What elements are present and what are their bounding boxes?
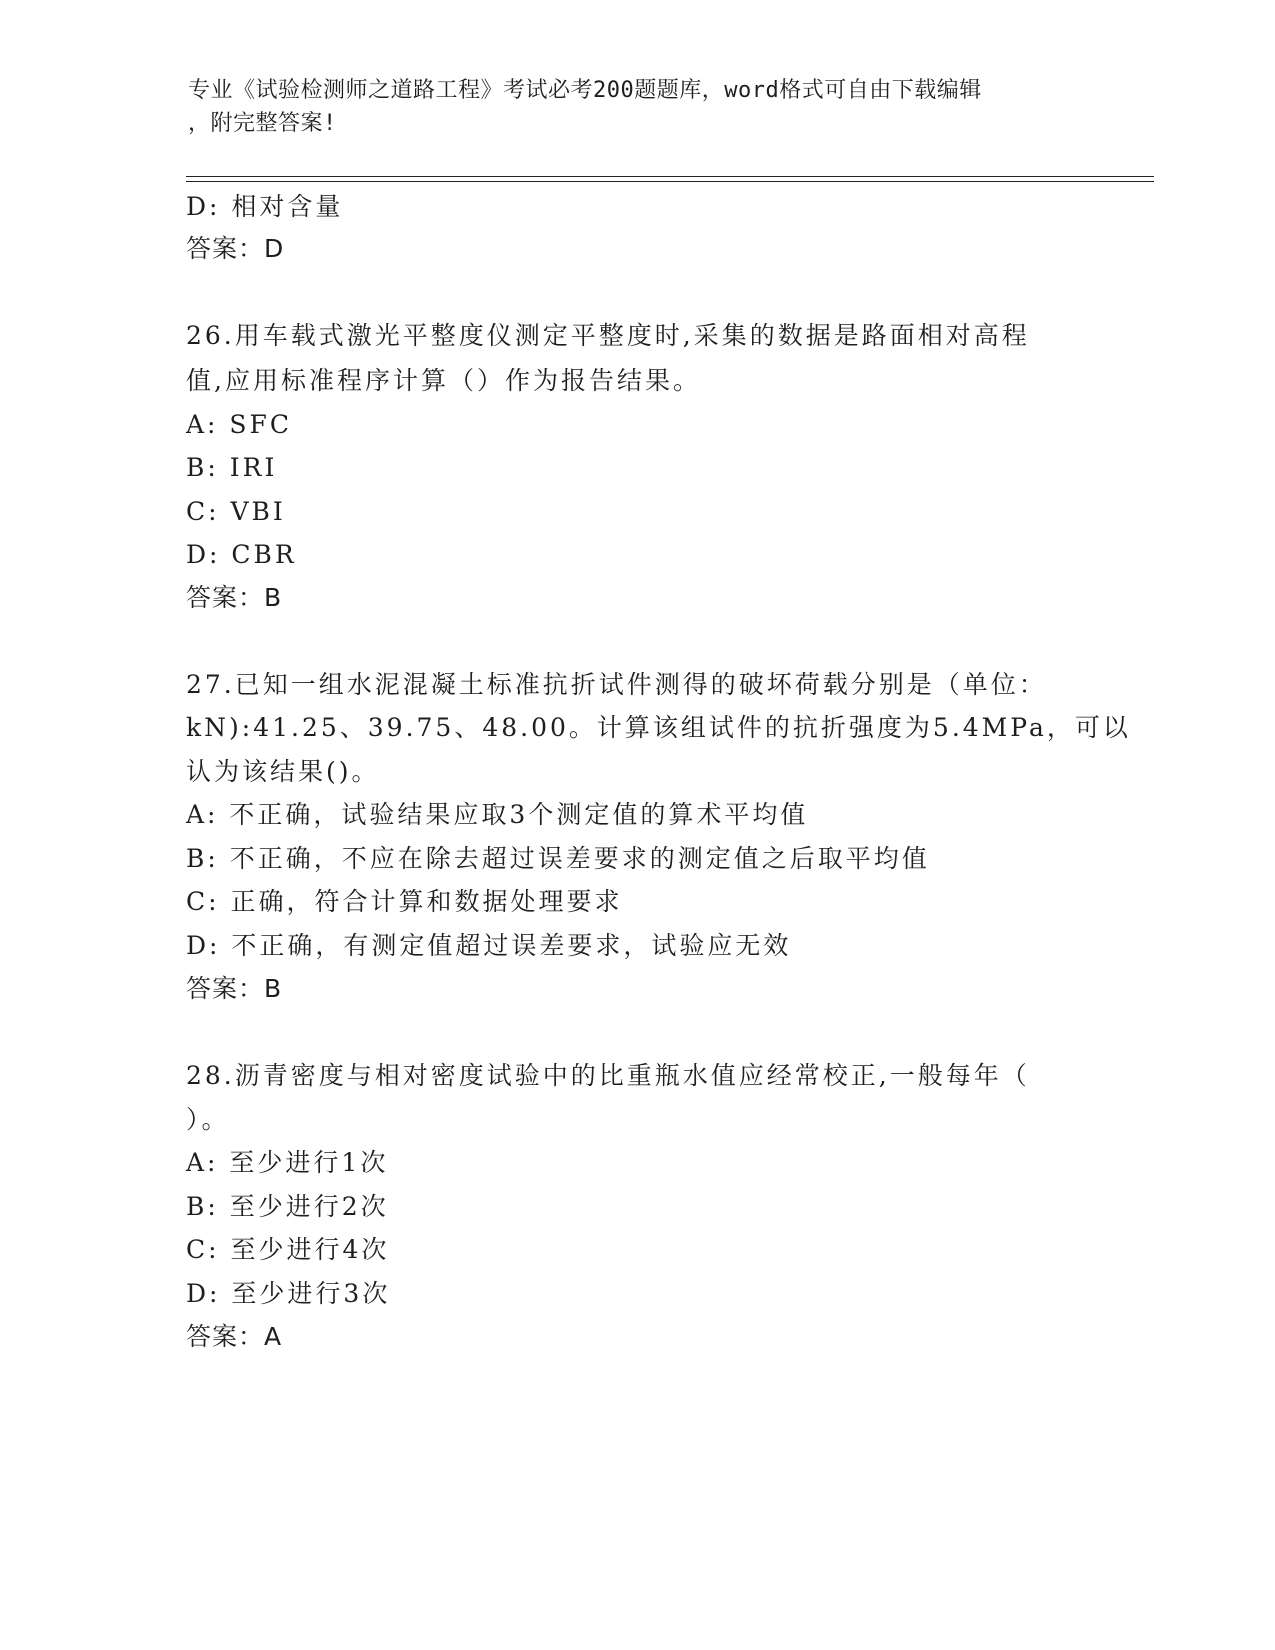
question-27-option-d: D: 不正确，有测定值超过误差要求，试验应无效 [186, 931, 792, 960]
question-28-answer: 答案：A [186, 1322, 283, 1351]
question-26-stem-line-2: 值,应用标准程序计算（）作为报告结果。 [186, 366, 701, 395]
question-27-stem-line-1: 27.已知一组水泥混凝土标准抗折试件测得的破坏荷载分别是（单位： [186, 670, 1047, 699]
question-27-stem-line-3: 认为该结果()。 [186, 757, 380, 786]
question-28-option-c: C: 至少进行4次 [186, 1235, 390, 1264]
question-28-option-a: A: 至少进行1次 [186, 1148, 389, 1177]
question-27-stem-line-2: kN):41.25、39.75、48.00。计算该组试件的抗折强度为5.4MPa，可以 [186, 713, 1131, 742]
question-28-option-b: B: 至少进行2次 [186, 1192, 389, 1221]
question-26-stem-line-1: 26.用车载式激光平整度仪测定平整度时,采集的数据是路面相对高程 [186, 321, 1030, 350]
header-line-1: 专业《试验检测师之道路工程》考试必考200题题库，word格式可自由下载编辑 [188, 78, 982, 103]
question-28-stem-line-2: ）。 [186, 1105, 230, 1134]
prev-question-option-d: D: 相对含量 [186, 192, 344, 221]
question-26-option-b: B: IRI [186, 453, 278, 482]
question-26-answer: 答案：B [186, 583, 283, 612]
question-27-option-b: B: 不正确，不应在除去超过误差要求的测定值之后取平均值 [186, 844, 930, 873]
question-26-option-d: D: CBR [186, 540, 297, 569]
question-28-option-d: D: 至少进行3次 [186, 1279, 391, 1308]
question-27-answer: 答案：B [186, 974, 283, 1003]
question-26-option-c: C: VBI [186, 497, 286, 526]
question-27-option-c: C: 正确，符合计算和数据处理要求 [186, 887, 623, 916]
header-divider-bottom [186, 181, 1154, 182]
question-27-option-a: A: 不正确，试验结果应取3个测定值的算术平均值 [186, 800, 809, 829]
question-26-option-a: A: SFC [186, 410, 293, 439]
prev-question-answer: 答案：D [186, 234, 285, 263]
header-divider-top [186, 176, 1154, 177]
header-line-2: ，附完整答案! [188, 111, 337, 136]
document-header [188, 74, 1068, 140]
question-28-stem-line-1: 28.沥青密度与相对密度试验中的比重瓶水值应经常校正,一般每年（ [186, 1061, 1030, 1090]
